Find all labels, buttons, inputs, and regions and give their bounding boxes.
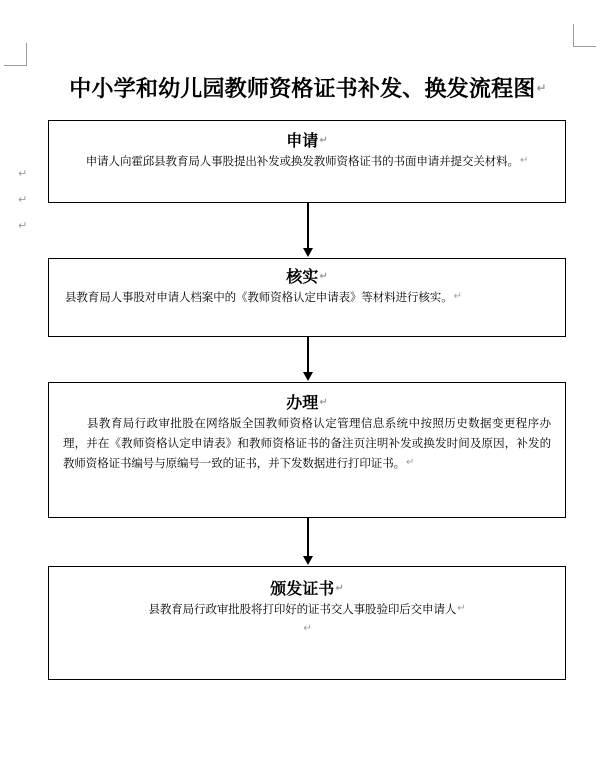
arrow-head	[303, 556, 313, 565]
paragraph-mark-icon: ↵	[319, 271, 328, 282]
page-title-text: 中小学和幼儿园教师资格证书补发、换发流程图	[69, 76, 536, 102]
page-margin-corner-top-left	[4, 43, 27, 66]
paragraph-mark-icon: ↵	[18, 219, 28, 232]
flow-box-apply-heading-text: 申请	[286, 131, 319, 150]
page-margin-corner-top-right	[573, 24, 596, 47]
paragraph-mark-icon: ↵	[457, 603, 466, 614]
flow-box-process-heading-text: 办理	[286, 393, 319, 412]
flow-box-apply-body	[65, 151, 549, 171]
arrow-shaft	[307, 518, 309, 557]
flow-box-issue-blank-line	[65, 619, 549, 639]
arrow-apply-to-verify-icon	[303, 203, 313, 258]
flow-box-process-body-text: 县教育局行政审批股在网络版全国教师资格认定管理信息系统中按照历史数据变更程序办理，并在《教师资格认定申请表》和教师资格证书的备注页注明补发或换发时间及原因，补发的教师资格证书编号与原编号一致的证书，并下发数据进行打印证书。	[63, 416, 551, 470]
flow-box-verify-body-text: 县教育局人事股对申请人档案中的《教师资格认定申请表》等材料进行核实。	[65, 290, 453, 304]
paragraph-mark-icon: ↵	[319, 397, 328, 408]
paragraph-mark-icon: ↵	[536, 81, 547, 95]
flow-box-process-body	[63, 413, 551, 473]
paragraph-mark-icon: ↵	[406, 457, 415, 468]
flow-box-verify-heading	[65, 267, 549, 287]
flow-box-verify-body	[65, 287, 549, 307]
flow-box-process	[48, 382, 566, 518]
page-title	[0, 74, 616, 104]
arrow-shaft	[307, 203, 309, 249]
flow-box-issue-heading-text: 颁发证书	[270, 579, 335, 598]
arrow-shaft	[307, 337, 309, 373]
flow-box-issue-body-text: 县教育局行政审批股将打印好的证书交人事股验印后交申请人	[148, 602, 457, 616]
paragraph-mark-icon: ↵	[303, 623, 312, 634]
flow-box-apply-heading	[65, 131, 549, 151]
arrow-verify-to-process-icon	[303, 337, 313, 382]
flow-box-issue-heading	[65, 579, 549, 599]
flow-box-issue-body	[65, 599, 549, 619]
paragraph-mark-icon: ↵	[18, 167, 28, 180]
arrow-head	[303, 248, 313, 257]
paragraph-mark-icon: ↵	[453, 291, 462, 302]
paragraph-mark-icon: ↵	[335, 583, 344, 594]
flow-box-verify-heading-text: 核实	[286, 267, 319, 286]
paragraph-mark-icon: ↵	[18, 193, 28, 206]
flow-box-process-heading	[63, 393, 551, 413]
arrow-head	[303, 372, 313, 381]
flow-box-verify	[48, 258, 566, 337]
margin-paragraph-marks	[18, 168, 27, 246]
flow-box-apply-body-text: 申请人向霍邱县教育局人事股提出补发或换发教师资格证书的书面申请并提交关材料。	[85, 154, 519, 168]
flow-box-issue	[48, 566, 566, 680]
paragraph-mark-icon: ↵	[319, 135, 328, 146]
arrow-process-to-issue-icon	[303, 518, 313, 566]
paragraph-mark-icon: ↵	[519, 155, 529, 166]
flow-box-apply	[48, 120, 566, 203]
